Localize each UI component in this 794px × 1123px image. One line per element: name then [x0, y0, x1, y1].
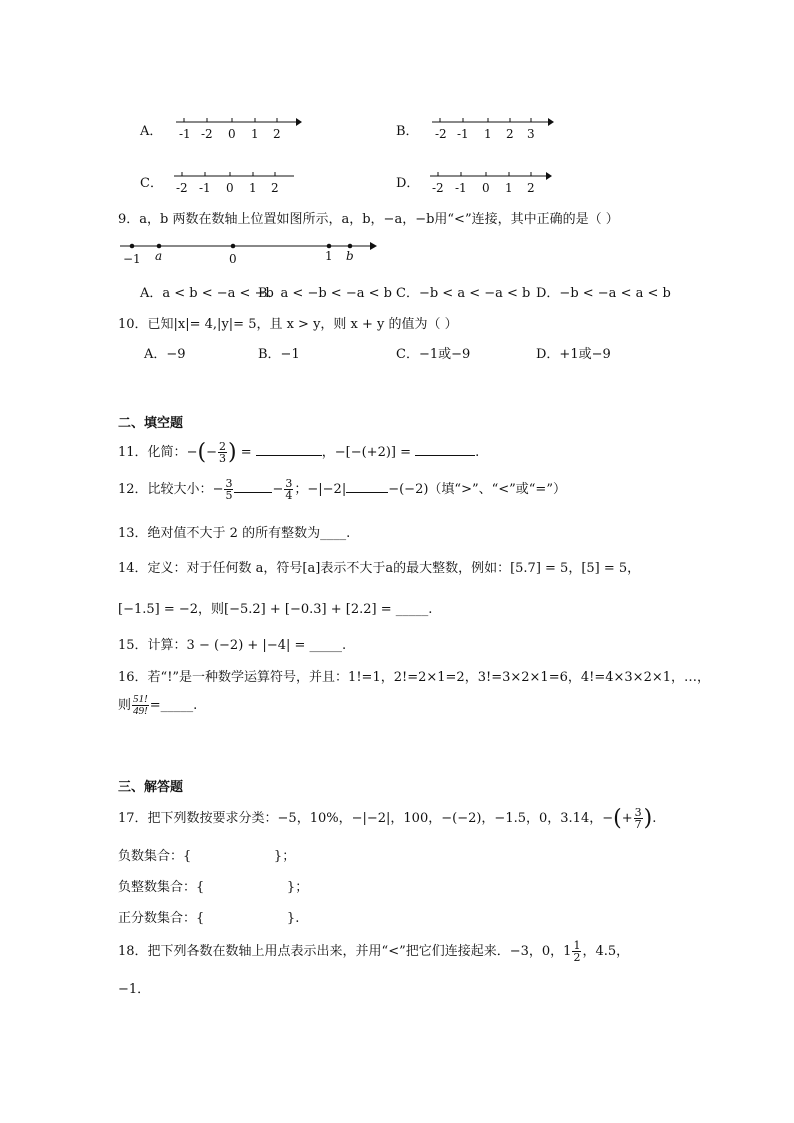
q18-fraction: $\frac{1}{2}$ — [573, 939, 581, 964]
question-15: 15．计算：3 − (−2) + |−4| = _____. — [118, 638, 347, 653]
tick-label: 1 — [251, 127, 259, 141]
q12-part3: −(−2) — [388, 482, 429, 497]
q8-option-c — [140, 172, 163, 191]
set-negative-numbers: 负数集合：{ }； — [118, 849, 296, 864]
q8-option-b — [396, 120, 419, 139]
q11-part2: −[−(+2)] = — [334, 445, 412, 460]
answer-blank[interactable] — [415, 443, 475, 456]
set-negative-integers: 负整数集合：{ }； — [118, 880, 309, 895]
question-17: 17．把下列数按要求分类：−5，10%，−|−2|，100，−(−2)，−1.5，0，3.14，−(+ $\frac{3}{7}$ ). — [118, 806, 657, 831]
q11-number: 11． — [118, 445, 148, 460]
tick-label: 0 — [228, 127, 236, 141]
question-16-line1: 16．若“!”是一种数学运算符号，并且：1!=1，2!=2×1=2，3!=3×2×1=6，4!=4×3×2×1，…， — [118, 670, 711, 685]
number-line-b — [428, 112, 558, 148]
q12-hint: （填“>”、“<”或“=”） — [428, 482, 566, 497]
tick-label: 2 — [506, 127, 514, 141]
question-13: 13．绝对值不大于 2 的所有整数为____. — [118, 526, 351, 541]
option-label: C． — [140, 176, 163, 191]
number-line-d — [428, 166, 558, 202]
tick-label: -2 — [432, 181, 444, 195]
q16-fraction: $\frac{51!}{49!}$ — [133, 693, 148, 717]
q9-option-c: C．−b < a < −a < b — [396, 286, 531, 301]
question-14-line1: 14．定义：对于任何数 a，符号[a]表示不大于a的最大整数，例如：[5.7] = 5，[5] = 5， — [118, 561, 641, 576]
set-positive-fractions: 正分数集合：{ }. — [118, 911, 300, 926]
q8-option-d — [396, 172, 419, 191]
q11-prefix: 化简： — [147, 445, 187, 460]
tick-label: 1 — [505, 181, 513, 195]
q10-option-b: B．−1 — [258, 347, 300, 362]
tick-label: 2 — [527, 181, 535, 195]
q9-option-b: B．a < −b < −a < b — [258, 286, 392, 301]
axis-label-a: a — [155, 249, 163, 263]
q18-text-end: ，4.5， — [582, 944, 630, 959]
question-14-line2: [−1.5] = −2，则[−5.2] + [−0.3] + [2.2] = _____. — [118, 602, 433, 617]
tick-label: -2 — [176, 181, 188, 195]
tick-label: -1 — [457, 127, 469, 141]
axis-label-neg-one: −1 — [123, 252, 141, 266]
q9-option-d: D．−b < −a < a < b — [536, 286, 671, 301]
option-label: B． — [396, 124, 419, 139]
question-11: 11．化简：−(− $\frac{2}{3}$ ) = ，−[−(+2)] = . — [118, 440, 480, 465]
answer-blank[interactable] — [256, 443, 322, 456]
question-9-number-line — [118, 236, 383, 270]
q17-text: 17．把下列数按要求分类：−5，10%，−|−2|，100，−(−2)，−1.5，0，3.14， — [118, 811, 603, 826]
section-answer-heading: 三、解答题 — [118, 780, 184, 795]
q10-option-c: C．−1或−9 — [396, 347, 471, 362]
tick-label: 1 — [249, 181, 257, 195]
tick-label: -1 — [179, 127, 191, 141]
tick-label: 2 — [273, 127, 281, 141]
tick-label: 0 — [226, 181, 234, 195]
q11-fraction: $\frac{2}{3}$ — [218, 440, 226, 465]
q8-option-a — [140, 120, 162, 139]
tick-label: -1 — [455, 181, 467, 195]
number-line-c — [172, 166, 302, 202]
axis-label-zero: 0 — [229, 252, 237, 266]
q10-option-a: A．−9 — [144, 347, 186, 362]
q17-fraction: $\frac{3}{7}$ — [634, 806, 642, 831]
tick-label: 0 — [482, 181, 490, 195]
q12-prefix: 比较大小： — [147, 482, 213, 497]
axis-label-b: b — [346, 249, 354, 263]
tick-label: 1 — [484, 127, 492, 141]
q9-option-a: A．a < b < −a < −b — [140, 286, 274, 301]
q12-fraction-b: $\frac{3}{4}$ — [285, 477, 293, 502]
tick-label: 3 — [527, 127, 535, 141]
option-label: D． — [396, 176, 420, 191]
answer-blank[interactable] — [234, 480, 272, 493]
option-label: A． — [140, 124, 163, 139]
q12-part2: −|−2| — [307, 482, 347, 497]
tick-label: -1 — [199, 181, 211, 195]
section-fill-in-heading: 二、填空题 — [118, 416, 184, 431]
answer-blank[interactable] — [346, 480, 388, 493]
question-16-line2 — [118, 694, 197, 717]
question-9-text: 9．a，b 两数在数轴上位置如图所示，a，b，−a，−b用“<”连接，其中正确的是（ ） — [118, 212, 619, 227]
question-10-text: 10．已知|x|= 4,|y|= 5，且 x > y，则 x + y 的值为（ ） — [118, 317, 458, 332]
number-line-a — [172, 112, 302, 148]
q10-option-d: D．+1或−9 — [536, 347, 611, 362]
tick-label: 2 — [271, 181, 279, 195]
q18-text: 18．把下列各数在数轴上用点表示出来，并用“<”把它们连接起来．−3，0，1 — [118, 944, 572, 959]
question-18-line2: −1． — [118, 982, 151, 997]
tick-label: -2 — [201, 127, 213, 141]
tick-label: -2 — [435, 127, 447, 141]
axis-label-one: 1 — [325, 249, 333, 263]
question-18-line1 — [118, 940, 629, 963]
question-12: 12．比较大小：− $\frac{3}{5}$ − $\frac{3}{4}$ ；−|−2| −(−2)（填“>”、“<”或“=”） — [118, 477, 566, 502]
q16-prefix: 则 — [118, 698, 132, 713]
q12-number: 12． — [118, 482, 148, 497]
q16-suffix: =_____. — [149, 698, 198, 713]
q12-fraction-a: $\frac{3}{5}$ — [225, 477, 233, 502]
